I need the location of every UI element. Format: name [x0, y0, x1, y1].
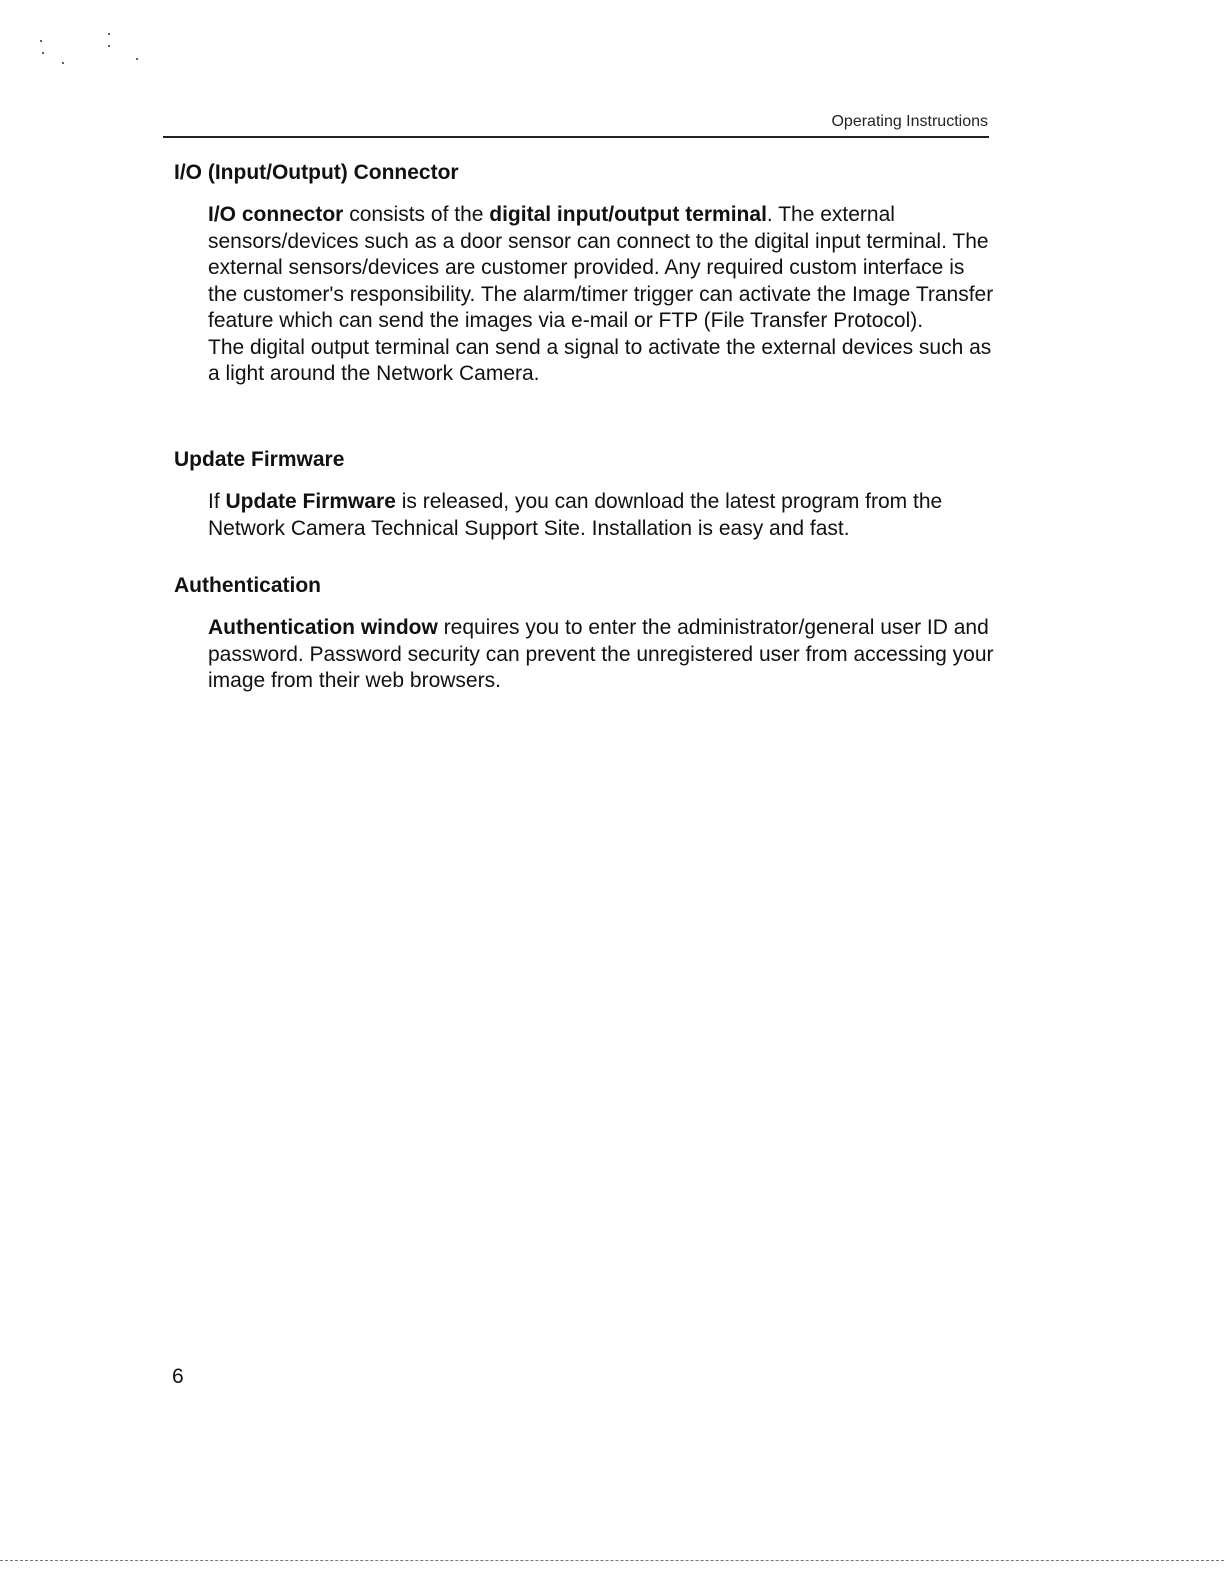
header-divider: [163, 136, 989, 138]
update-firmware-term: Update Firmware: [225, 490, 396, 513]
scan-speck: [108, 33, 110, 35]
io-connector-heading: I/O (Input/Output) Connector: [174, 161, 459, 184]
firmware-text-part: is released, you can download the latest program from the Network Camera Technical Support Site. Installation is easy and fast.: [208, 490, 943, 540]
authentication-heading: Authentication: [174, 574, 321, 597]
io-connector-term: I/O connector: [208, 203, 344, 226]
io-text-part: . The external sensors/devices such as a door sensor can connect to the digital input terminal. The external sensors/devices are customer provided. Any required custom interface is the customer's responsibility. The alarm/timer trigger can activate the Image Transfer feature which can send the images via e-mail or FTP (File Transfer Protocol).: [208, 203, 994, 332]
scan-speck: [40, 40, 42, 42]
page-number: 6: [172, 1365, 184, 1388]
io-connector-paragraph: [208, 202, 998, 335]
running-header: Operating Instructions: [831, 113, 988, 130]
scan-speck: [108, 45, 110, 47]
firmware-text-part: If: [208, 490, 226, 513]
scan-speck: [42, 52, 44, 54]
scan-speck: [136, 58, 138, 60]
digital-terminal-term: digital input/output terminal: [489, 203, 767, 226]
authentication-paragraph: [208, 615, 998, 695]
auth-text-part: requires you to enter the administrator/general user ID and password. Password security can prevent the unregistered user from accessing your image from their web browsers.: [208, 616, 994, 692]
update-firmware-section: [174, 447, 994, 542]
scan-speck: [62, 62, 64, 64]
authentication-window-term: Authentication window: [208, 616, 438, 639]
authentication-section: [174, 573, 994, 695]
update-firmware-heading: Update Firmware: [174, 448, 345, 471]
io-output-paragraph: The digital output terminal can send a signal to activate the external devices such as a light around the Network Camera.: [208, 335, 992, 385]
update-firmware-paragraph: [208, 489, 998, 542]
io-text-part: consists of the: [343, 203, 490, 226]
scan-bottom-edge: [0, 1560, 1224, 1561]
io-connector-section: [174, 160, 994, 388]
